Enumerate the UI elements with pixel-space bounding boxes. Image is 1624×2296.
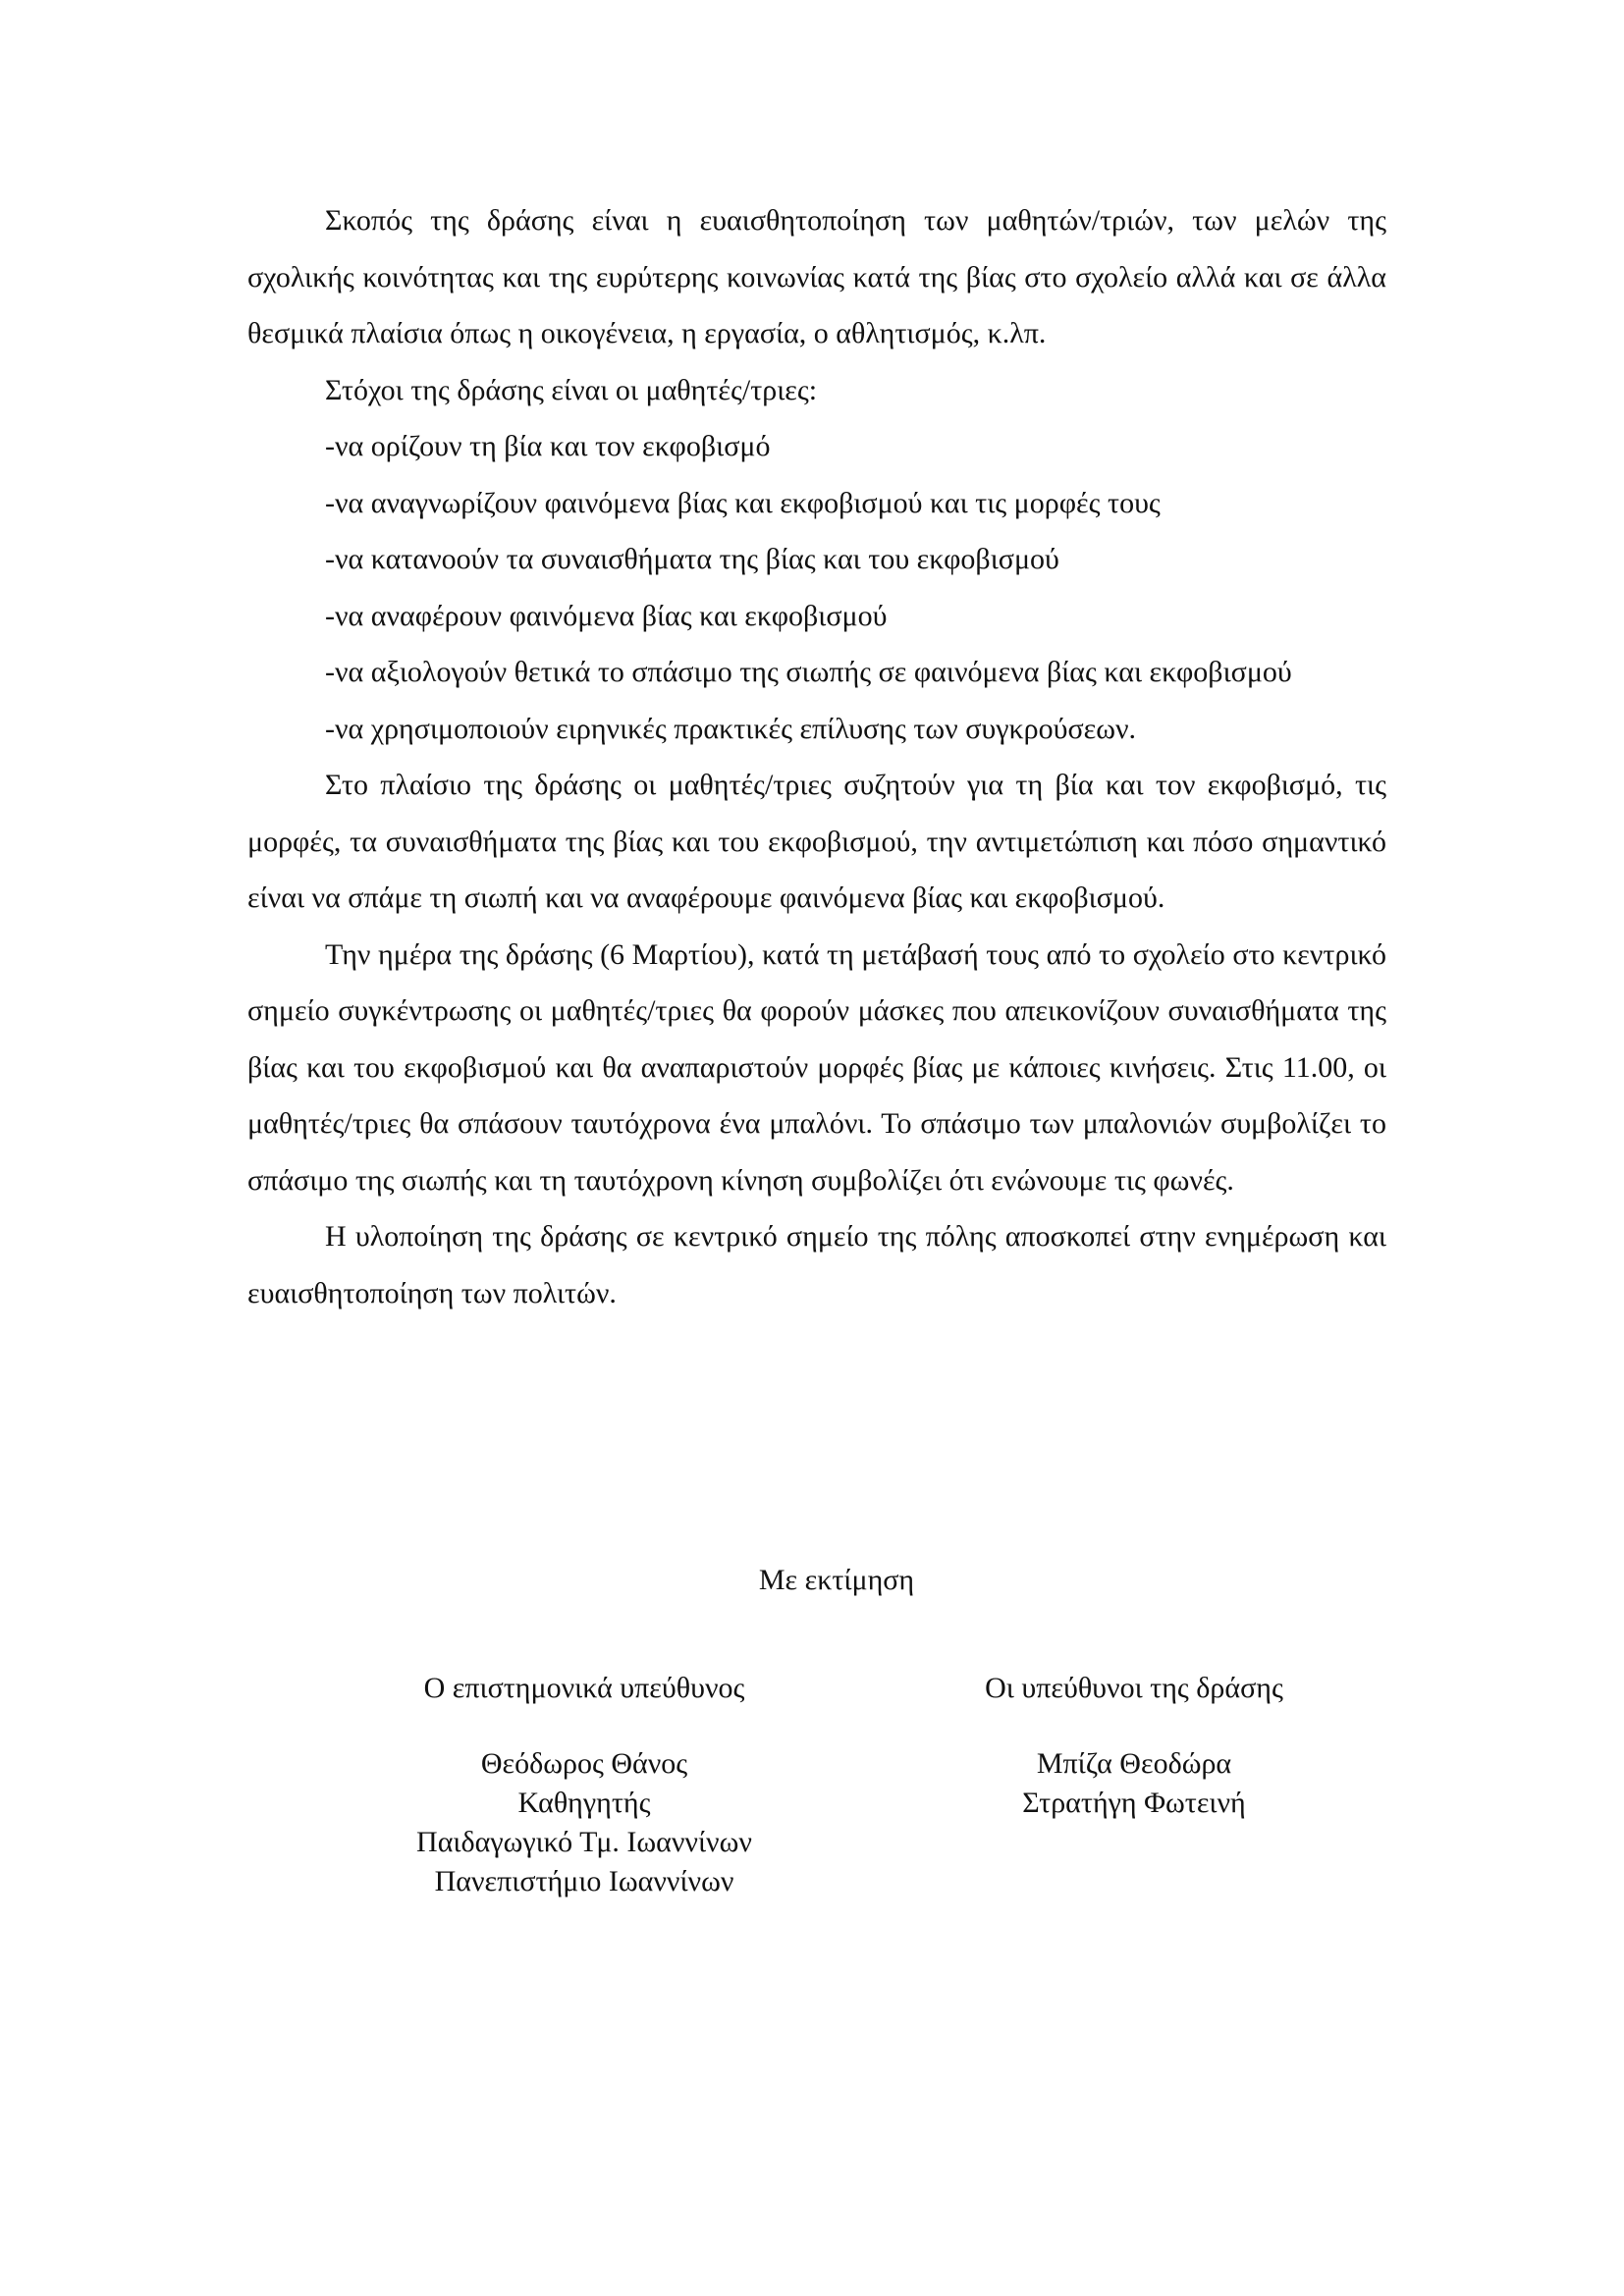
- goal-item: -να αναφέρουν φαινόμενα βίας και εκφοβισμού: [325, 599, 888, 632]
- paragraph-goals-intro: Στόχοι της δράσης είναι οι μαθητές/τριες:: [325, 373, 818, 406]
- signatory-name: Θεόδωρος Θάνος: [480, 1747, 688, 1780]
- signatory-department: Παιδαγωγικό Τμ. Ιωαννίνων: [416, 1826, 752, 1858]
- goal-item: -να ορίζουν τη βία και τον εκφοβισμό: [325, 430, 771, 462]
- signature-block-right: [903, 1669, 1365, 1823]
- closing-line: [0, 1561, 1624, 1600]
- closing-text: Με εκτίμηση: [758, 1564, 915, 1596]
- signatory-position: Καθηγητής: [517, 1787, 651, 1819]
- goal-item: -να κατανοούν τα συναισθήματα της βίας και του εκφοβισμού: [325, 543, 1059, 575]
- signature-title: Ο επιστημονικά υπεύθυνος: [423, 1672, 745, 1704]
- paragraph-purpose: Σκοπός της δράσης είναι η ευαισθητοποίηση των μαθητών/τριών, των μελών της σχολικής κοινότητας και της ευρύτερης κοινωνίας κατά της βίας στο σχολείο αλλά και σε άλλα θεσμικά πλαίσια όπως η οικογένεια, η εργασία, ο αθλητισμός, κ.λπ.: [247, 204, 1386, 349]
- paragraph-discussion: Στο πλαίσιο της δράσης οι μαθητές/τριες συζητούν για τη βία και τον εκφοβισμό, τις μορφές, τα συναισθήματα της βίας και του εκφοβισμού, την αντιμετώπιση και πόσο σημαντικό είναι να σπάμε τη σιωπή και να αναφέρουμε φαινόμενα βίας και εκφοβισμού.: [247, 769, 1386, 914]
- signature-block-left: [353, 1669, 815, 1901]
- letter-body: [247, 192, 1386, 1321]
- goal-item: -να αναγνωρίζουν φαινόμενα βίας και εκφοβισμού και τις μορφές τους: [325, 486, 1161, 519]
- signatory-name: Στρατήγη Φωτεινή: [1022, 1787, 1246, 1819]
- signatory-institution: Πανεπιστήμιο Ιωαννίνων: [434, 1865, 734, 1897]
- paragraph-action-day: Την ημέρα της δράσης (6 Μαρτίου), κατά τη μετάβασή τους από το σχολείο στο κεντρικό σημείο συγκέντρωσης οι μαθητές/τριες θα φορούν μάσκες που απεικονίζουν συναισθήματα της βίας και του εκφοβισμού και θα αναπαριστούν μορφές βίας με κάποιες κινήσεις. Στις 11.00, οι μαθητές/τριες θα σπάσουν ταυτόχρονα ένα μπαλόνι. Το σπάσιμο των μπαλονιών συμβολίζει το σπάσιμο της σιωπής και τη ταυτόχρονη κίνηση συμβολίζει ότι ενώνουμε τις φωνές.: [247, 937, 1386, 1197]
- signature-title: Οι υπεύθυνοι της δράσης: [985, 1672, 1283, 1704]
- signatory-name: Μπίζα Θεοδώρα: [1036, 1747, 1232, 1780]
- goal-item: -να χρησιμοποιούν ειρηνικές πρακτικές επίλυσης των συγκρούσεων.: [325, 712, 1137, 745]
- goal-item: -να αξιολογούν θετικά το σπάσιμο της σιωπής σε φαινόμενα βίας και εκφοβισμού: [325, 656, 1292, 688]
- paragraph-implementation: Η υλοποίηση της δράσης σε κεντρικό σημείο της πόλης αποσκοπεί στην ενημέρωση και ευαισθητοποίηση των πολιτών.: [247, 1220, 1386, 1309]
